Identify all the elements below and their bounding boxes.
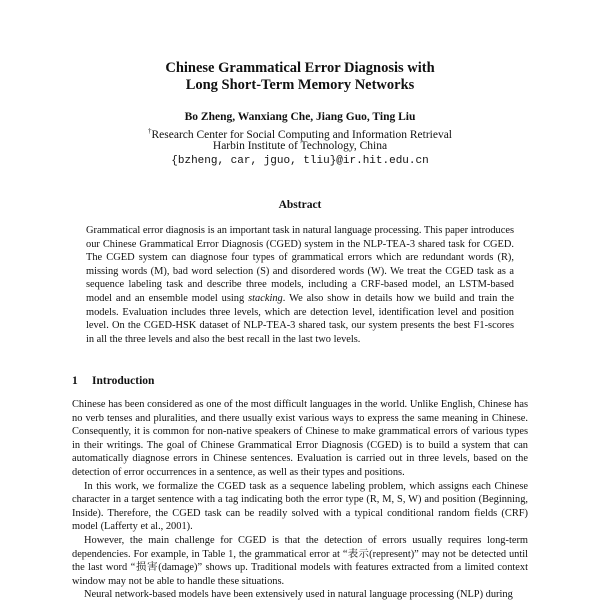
- abstract-heading: Abstract: [278, 199, 322, 211]
- introduction-body: [72, 398, 528, 602]
- abstract-emphasis: stacking: [248, 292, 283, 304]
- abstract-text-a: Grammatical error diagnosis is an important task in natural language processing. This paper introduces our Chinese Grammatical Error Diagnosis (CGED) system in the NLP-TEA-3 shared task for CGED. The CGED system can diagnose four types of grammatical errors which are redundant words (R), missing words (M), bad word selection (S) and disordered words (W). We treat the CGED task as a sequence labeling task and describe three models, including a CRF-based model, an LSTM-based model and an ensemble model using: [86, 225, 514, 304]
- intro-paragraph-4: Neural network-based models have been extensively used in natural language processing (NLP) during: [84, 589, 513, 601]
- intro-paragraph-1: Chinese has been considered as one of the most difficult languages in the world. Unlike English, Chinese has no verb tenses and pluralities, and there usually exist various ways to express the same meaning in Chinese. Consequently, it is common for non-native speakers of Chinese to make grammatical errors of various types in their writings. The goal of Chinese Grammatical Error Diagnosis (CGED) is to build a system that can automatically diagnose errors in Chinese sentences. Evaluation is carried out in three levels, based on the detection of error occurrences in a sentence, as well as their types and positions.: [72, 399, 528, 478]
- section-number: 1: [72, 375, 78, 387]
- affiliation-line1: Research Center for Social Computing and Information Retrieval: [151, 128, 452, 141]
- intro-paragraph-2: In this work, we formalize the CGED task as a sequence labeling problem, which assigns each Chinese character in a target sentence with a tag indicating both the error type (R, M, S, W) and position (Beginning, Inside). Therefore, the CGED task can be readily solved with a typical conditional random fields (CRF) model (Lafferty et al., 2001).: [72, 480, 528, 533]
- abstract-text-b: . We also show in details how we build and train the models. Evaluation includes three levels, which are detection level, identification level and position level. On the CGED-HSK dataset of NLP-TEA-3 shared task, our system presents the best F1-scores in all the three levels and also the best recall in the last two levels.: [86, 292, 514, 345]
- section-heading: [72, 375, 154, 387]
- affiliation-mark: †: [147, 127, 152, 135]
- intro-paragraph-3: However, the main challenge for CGED is that the detection of errors usually requires long-term dependencies. For example, in Table 1, the grammatical error at “表示(represent)” may not be detected until the last word “损害(damage)” shows up. Traditional models with features extracted from a limited context window may not be able to handle these situations.: [72, 534, 528, 587]
- section-title: Introduction: [92, 375, 155, 387]
- paper-authors: Bo Zheng, Wanxiang Che, Jiang Guo, Ting Liu: [184, 111, 416, 123]
- abstract-text: [86, 224, 514, 346]
- paper-title-line2: Long Short-Term Memory Networks: [185, 77, 415, 93]
- affiliation-line2: Harbin Institute of Technology, China: [212, 140, 388, 152]
- paper-title-line1: Chinese Grammatical Error Diagnosis with: [165, 60, 435, 76]
- author-emails: {bzheng, car, jguo, tliu}@ir.hit.edu.cn: [171, 155, 429, 167]
